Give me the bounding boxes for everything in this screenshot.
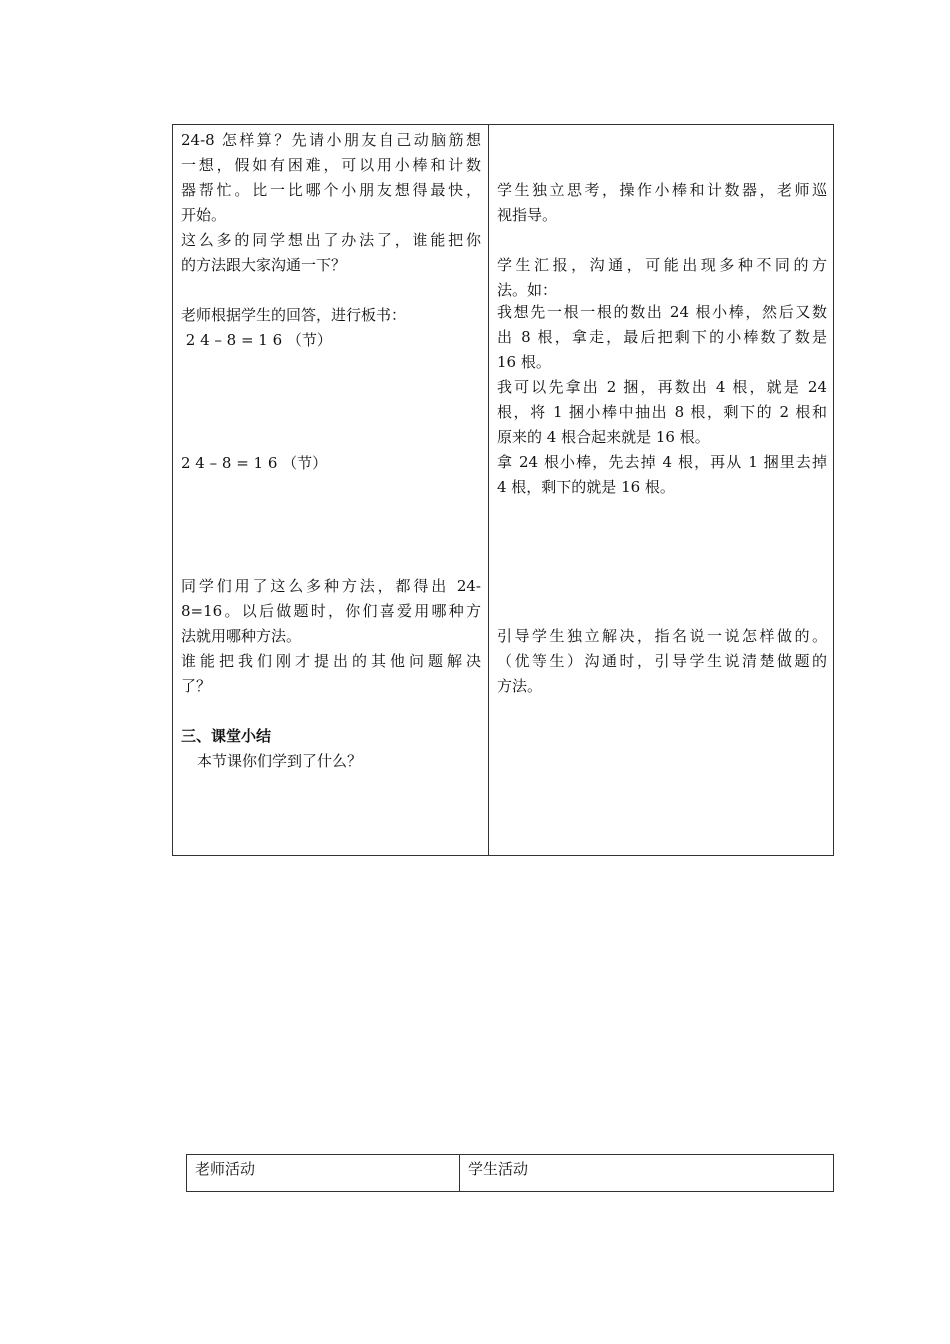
student-paragraph-3: 我想先一根一根的数出 24 根小棒，然后又数 出 8 根，拿走，最后把剩下的小棒数了数是 16 根。 <box>497 303 827 371</box>
student-paragraph-4: 我可以先拿出 2 捆，再数出 4 根，就是 24 根，将 1 捆小棒中抽出 8 根，剩下的 2 根和 原来的 4 根合起来就是 16 根。 <box>497 378 827 446</box>
header-column-divider <box>459 1154 460 1192</box>
teacher-paragraph-1: 24-8 怎样算？先请小朋友自己动脑筋想 一想，假如有困难，可以用小棒和计数 器帮忙。比一比哪个小朋友想得最快， 开始。 <box>181 131 481 224</box>
teacher-activity-header: 老师活动 <box>195 1160 256 1178</box>
student-paragraph-6: 引导学生独立解决，指名说一说怎样做的。 （优等生）沟通时，引导学生说清楚做题的 方法。 <box>497 627 827 695</box>
teacher-paragraph-5: 谁能把我们刚才提出的其他问题解决 了？ <box>181 652 481 695</box>
student-activity-header: 学生活动 <box>468 1160 529 1178</box>
student-paragraph-2: 学生汇报，沟通，可能出现多种不同的方 法。如： <box>497 256 827 299</box>
teacher-paragraph-4: 同学们用了这么多种方法，都得出 24- 8=16。以后做题时，你们喜爱用哪种方 法就用哪种方法。 <box>181 577 481 645</box>
teacher-paragraph-2: 这么多的同学想出了办法了，谁能把你 的方法跟大家沟通一下？ <box>181 231 481 274</box>
summary-text: 本节课你们学到了什么？ <box>197 752 363 770</box>
student-paragraph-1: 学生独立思考，操作小棒和计数器，老师巡 视指导。 <box>497 181 827 224</box>
summary-section <box>181 724 481 774</box>
teacher-paragraph-3: 老师根据学生的回答，进行板书： 2 4 – 8 = 1 6 （节） <box>181 303 481 353</box>
student-paragraph-5: 拿 24 根小棒，先去掉 4 根，再从 1 捆里去掉 4 根，剩下的就是 16 根。 <box>497 453 827 496</box>
summary-heading: 三、课堂小结 <box>181 727 272 745</box>
column-divider <box>488 124 489 856</box>
equation-1: 2 4 – 8 = 1 6 （节） <box>181 331 332 349</box>
equation-2: 2 4 – 8 = 1 6 （节） <box>181 454 328 472</box>
